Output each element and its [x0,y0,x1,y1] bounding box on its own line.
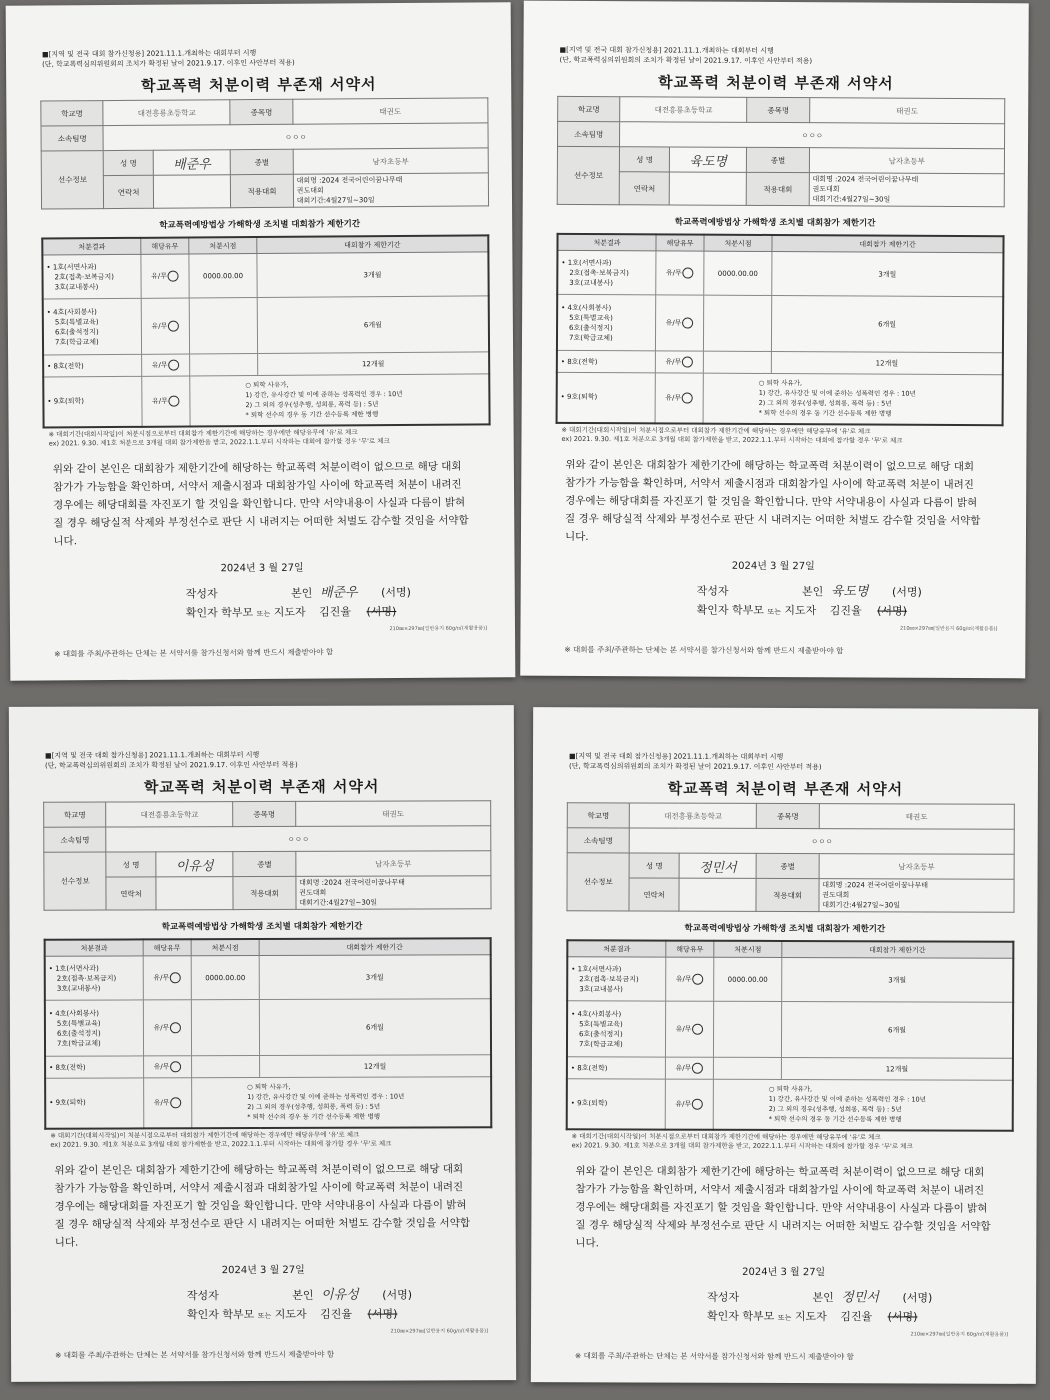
check-circle-icon [169,360,180,371]
form-footer: ※ 대회를 주최/주관하는 단체는 본 서약서를 참가신청서와 함께 반드시 제출받아야 함 [574,1350,854,1361]
limit-cell: 3개월 [257,252,489,298]
check-circle-icon [692,1063,703,1074]
coach-name: 김진율 [829,603,862,617]
event-name: 태권도 [295,801,490,827]
athlete-name-handwritten: 정민서 [698,860,737,876]
paper-spec: 210㎜×297㎜[일반용지 60g/㎡(재활용품)] [910,1330,1009,1338]
pledge-date: 2024년 3 월 27일 [742,1266,826,1278]
pledge-sheet [531,707,1038,1384]
team-name: ㅇㅇㅇ [106,826,491,852]
limit-cell: 3개월 [259,955,491,1000]
footnote: ※ 대회기간(대회시작일)이 처분시점으로부터 대회참가 제한기간에 해당하는 경우에만 해당유무에 '유'로 체크 ex) 2021. 9.30. 제1호 처분으로 3개월 대회 참가제한을 받고, 2022.1.1.부터 시작하는 대회에 참가할 경우 '무'로 체크 [48,427,390,447]
limit-cell: 12개월 [258,352,490,376]
athlete-name-handwritten: 육도명 [689,154,728,170]
yn-cell: 유/무 [144,1056,192,1078]
check-circle-icon [168,321,179,332]
yn-cell: 유/무 [141,254,189,298]
check-circle-icon [169,395,180,406]
contact-value [156,877,233,910]
yn-cell: 유/무 [666,957,714,1001]
form-title: 학교폭력 처분이력 부존재 서약서 [658,73,894,93]
check-circle-icon [692,1098,703,1109]
athlete-name [679,853,756,878]
form-title: 학교폭력 처분이력 부존재 서약서 [667,779,904,799]
table-title: 학교폭력예방법상 가해학생 조치별 대회참가 제한기간 [159,219,361,231]
date-cell [191,1000,259,1056]
penalty-cell: • 8호(전학) [45,1056,144,1078]
check-circle-icon [171,1097,182,1108]
self-signature: 정민서 [841,1289,879,1305]
date-cell [713,1001,781,1057]
pledge-text: 위와 같이 본인은 대회참가 제한기간에 해당하는 학교폭력 처분이력이 없으므로 해당 대회 참가가 가능함을 확인하며, 서약서 제출시점과 대회참가일 사이에 학교폭력 처분이 내려진 경우에는 해당대회를 자진포기 할 것임을 확인합니다. 만약 서약내용이 사실과 다름이 밝혀질 경우 해당실적 삭제와 부정선수로 판단 시 내려지는 어떠한 처벌도 감수할 것임을 서약합니다. [564,458,981,543]
coach-name: 김진율 [319,604,352,619]
limit-cell: 12개월 [260,1055,492,1078]
pledge-text: 위와 같이 본인은 대회참가 제한기간에 해당하는 학교폭력 처분이력이 없으므로 해당 대회 참가가 가능함을 확인하며, 서약서 제출시점과 대회참가일 사이에 학교폭력 처분이 내려진 경우에는 해당대회를 자진포기 할 것임을 확인합니다. 만약 서약내용이 사실과 다름이 밝혀질 경우 해당실적 삭제와 부정선수로 판단 시 내려지는 어떠한 처벌도 감수할 것임을 서약합니다. [52,460,469,547]
yn-cell: 유/무 [143,1000,191,1056]
yn-cell: 유/무 [656,251,704,295]
competition-info: 대회명 :2024 전국어린이꿈나무태 권도대회 대회기간:4월27일~30일 [819,879,1014,913]
athlete-name [156,852,233,877]
yn-cell: 유/무 [665,1079,713,1129]
yn-cell: 유/무 [142,354,190,376]
pledge-text: 위와 같이 본인은 대회참가 제한기간에 해당하는 학교폭력 처분이력이 없으므로 해당 대회 참가가 가능함을 확인하며, 서약서 제출시점과 대회참가일 사이에 학교폭력 처분이 내려진 경우에는 해당대회를 자진포기 할 것임을 확인합니다. 만약 서약내용이 사실과 다름이 밝혀질 경우 해당실적 삭제와 부정선수로 판단 시 내려지는 어떠한 처벌도 감수할 것임을 서약합니다. [575,1164,991,1249]
division-value: 남자초등부 [819,854,1014,880]
form-footer: ※ 대회를 주최/주관하는 단체는 본 서약서를 참가신청서와 함께 반드시 제출받아야 함 [564,644,844,655]
penalty-table: 처분결과 해당유무 처분시점 대회참가 제한기간 • 1호(서면사과) 2호(접촉·보복금지) 3호(교내봉사) 유/무 0000.00.00 3개월 • 4호(사회봉사) 5호(특별교육) 6호(출석정지) 7호(학급교체) 유/무 6개월 • 8호(전학) 유/무 12개월 • 9호(퇴학) 유/무 ○ 퇴학 사유가, 1) 강간, 유사강간 및 이에 준하는 성폭력인 경우 : 10년 2) 그 외의 경우(성추행, 성희롱, 폭력 등) : 5년 * 퇴학 선수의 경우 동 기간 선수등록 제한 병행 [556,233,1005,426]
self-signature: 육도명 [830,583,869,599]
date-cell: 0000.00.00 [191,956,259,1000]
self-signature: 이유성 [321,1287,359,1303]
contact-value [669,172,747,205]
footnote: ※ 대회기간(대회시작일)이 처분시점으로부터 대회참가 제한기간에 해당하는 경우에만 해당유무에 '유'로 체크 ex) 2021. 9.30. 제1호 처분으로 3개월 대회 참가제한을 받고, 2022.1.1.부터 시작하는 대회에 참가할 경우 '무'로 체크 [571,1131,913,1150]
limit-cell: 12개월 [781,1057,1013,1080]
coach-name: 김진율 [320,1307,353,1321]
table-title: 학교폭력예방법상 가해학생 조치별 대회참가 제한기간 [674,217,876,229]
yn-cell: 유/무 [655,373,703,423]
form-footer: ※ 대회를 주최/주관하는 단체는 본 서약서를 참가신청서와 함께 반드시 제출받아야 함 [55,1349,335,1360]
paper-spec: 210㎜×297㎜[일반용지 60g/㎡(재활용품)] [389,624,488,632]
pledge-date: 2024년 3 월 27일 [220,562,304,574]
limit-cell: 3개월 [782,957,1014,1002]
check-circle-icon [170,1022,181,1033]
check-circle-icon [692,1024,703,1035]
expel-note: ○ 퇴학 사유가, 1) 강간, 유사강간 및 이에 준하는 성폭력인 경우 : 10년 2) 그 외의 경우(성추행, 성희롱, 폭력 등) : 5년 * 퇴학 선수의 경우 동 기간 선수등록 제한 병행 [192,1077,492,1128]
limit-cell: 6개월 [781,1001,1013,1058]
check-circle-icon [168,271,179,282]
pledge-text: 위와 같이 본인은 대회참가 제한기간에 해당하는 학교폭력 처분이력이 없으므로 해당 대회 참가가 가능함을 확인하며, 서약서 제출시점과 대회참가일 사이에 학교폭력 처분이 내려진 경우에는 해당대회를 자진포기 할 것임을 확인합니다. 만약 서약내용이 사실과 다름이 밝혀질 경우 해당실적 삭제와 부정선수로 판단 시 내려지는 어떠한 처벌도 감수할 것임을 서약합니다. [54,1162,470,1249]
competition-info: 대회명 :2024 전국어린이꿈나무태 권도대회 대회기간:4월27일~30일 [293,173,489,207]
yn-cell: 유/무 [665,1001,713,1057]
school-name: 대전흥룡초등학교 [620,97,747,123]
athlete-name-handwritten: 이유성 [175,858,214,874]
confirmer-signature-line: 확인자 학부모 또는 지도자 김진율 (서명) [707,1309,918,1323]
limit-cell: 6개월 [259,999,491,1056]
penalty-cell: • 1호(서면사과) 2호(접촉·보복금지) 3호(교내봉사) [567,957,666,1001]
pledge-sheet [6,2,516,681]
team-name: ㅇㅇㅇ [103,123,488,151]
contact-value [679,878,756,911]
footnote: ※ 대회기간(대회시작일)이 처분시점으로부터 대회참가 제한기간에 해당하는 경우에만 해당유무에 '유'로 체크 ex) 2021. 9.30. 제1호 처분으로 3개월 대회 참가제한을 받고, 2022.1.1.부터 시작하는 대회에 참가할 경우 '무'로 체크 [50,1130,392,1149]
date-cell [703,295,771,351]
event-name: 태권도 [819,804,1014,830]
table-title: 학교폭력예방법상 가해학생 조치별 대회참가 제한기간 [161,921,363,933]
team-name: ㅇㅇㅇ [629,828,1014,854]
penalty-cell: • 4호(사회봉사) 5호(특별교육) 6호(출석정지) 7호(학급교체) [567,1001,666,1057]
competition-info: 대회명 :2024 전국어린이꿈나무태 권도대회 대회기간:4월27일~30일 [809,173,1004,207]
paper-spec: 210㎜×297㎜[일반용지 60g/㎡(재활용품)] [899,625,998,632]
athlete-name [669,147,746,172]
self-signature: 배준우 [319,584,358,601]
writer-signature-line: 작성자 본인 정민서 (서명) [707,1289,933,1305]
yn-cell: 유/무 [144,1078,192,1128]
limit-cell: 12개월 [771,351,1003,374]
penalty-cell: • 1호(서면사과) 2호(접촉·보복금지) 3호(교내봉사) [42,254,141,299]
limit-cell: 6개월 [771,295,1003,352]
date-cell [713,1057,781,1079]
table-title: 학교폭력예방법상 가해학생 조치별 대회참가 제한기간 [684,923,886,935]
penalty-cell: • 9호(퇴학) [43,376,142,427]
athlete-name [153,150,231,176]
check-circle-icon [682,318,693,329]
expel-note: ○ 퇴학 사유가, 1) 강간, 유사강간 및 이에 준하는 성폭력인 경우 : 10년 2) 그 외의 경우(성추행, 성희롱, 폭력 등) : 5년 * 퇴학 선수의 경우 동 기간 선수등록 제한 병행 [713,1079,1013,1130]
check-circle-icon [682,392,693,403]
penalty-cell: • 4호(사회봉사) 5호(특별교육) 6호(출석정지) 7호(학급교체) [45,1000,144,1056]
confirmer-signature-line: 확인자 학부모 또는 지도자 김진율 (서명) [696,603,908,618]
check-circle-icon [170,972,181,983]
limit-cell: 6개월 [257,296,489,354]
check-circle-icon [170,1061,181,1072]
yn-cell: 유/무 [142,376,190,426]
penalty-cell: • 1호(서면사과) 2호(접촉·보복금지) 3호(교내봉사) [557,250,656,295]
form-title: 학교폭력 처분이력 부존재 서약서 [143,777,380,797]
footnote: ※ 대회기간(대회시작일)이 처분시점으로부터 대회참가 제한기간에 해당하는 경우에만 해당유무에 '유'로 체크 ex) 2021. 9.30. 제1호 처분으로 3개월 대회 참가제한을 받고, 2022.1.1.부터 시작하는 대회에 참가할 경우 '무'로 체크 [561,425,903,445]
check-circle-icon [682,357,693,368]
athlete-info-table: 학교명 대전흥룡초등학교 종목명 태권도 소속팀명 ㅇㅇㅇ 선수정보 성 명 배준우 종별 남자초등부 연락처 적용대회 대회명 :2024 전국어린이꿈나무태 권도대회 대회기간:4월27일~30일 [40,97,489,209]
writer-signature-line: 작성자 본인 배준우 (서명) [185,584,411,601]
penalty-table: 처분결과 해당유무 처분시점 대회참가 제한기간 • 1호(서면사과) 2호(접촉·보복금지) 3호(교내봉사) 유/무 0000.00.00 3개월 • 4호(사회봉사) 5호(특별교육) 6호(출석정지) 7호(학급교체) 유/무 6개월 • 8호(전학) 유/무 12개월 • 9호(퇴학) 유/무 ○ 퇴학 사유가, 1) 강간, 유사강간 및 이에 준하는 성폭력인 경우 : 10년 2) 그 외의 경우(성추행, 성희롱, 폭력 등) : 5년 * 퇴학 선수의 경우 동 기간 선수등록 제한 병행 [566,939,1015,1131]
date-cell [192,1056,260,1078]
penalty-cell: • 8호(전학) [43,354,142,377]
expel-note: ○ 퇴학 사유가, 1) 강간, 유사강간 및 이에 준하는 성폭력인 경우 : 10년 2) 그 외의 경우(성추행, 성희롱, 폭력 등) : 5년 * 퇴학 선수의 경우 동 기간 선수등록 제한 병행 [190,374,490,426]
writer-signature-line: 작성자 본인 육도명 (서명) [696,583,922,599]
form-header: ■[지역 및 전국 대회 참가신청용] 2021.11.1.개최하는 대회부터 시행 (단, 학교폭력심의위원회의 조치가 확정된 날이 2021.9.17. 이후인 사안부터 적용) [559,45,813,66]
pledge-date: 2024년 3 월 27일 [731,560,815,572]
paper-spec: 210㎜×297㎜[일반용지 60g/㎡(재활용품)] [390,1327,489,1335]
pledge-sheet [9,705,516,1382]
penalty-cell: • 4호(사회봉사) 5호(특별교육) 6호(출석정지) 7호(학급교체) [557,294,656,351]
athlete-info-table: 학교명 대전흥룡초등학교 종목명 태권도 소속팀명 ㅇㅇㅇ 선수정보 성 명 육도명 종별 남자초등부 연락처 적용대회 대회명 :2024 전국어린이꿈나무태 권도대회 대회기간:4월27일~30일 [557,96,1006,207]
writer-signature-line: 작성자 본인 이유성 (서명) [186,1287,413,1303]
penalty-cell: • 9호(퇴학) [567,1079,666,1129]
competition-info: 대회명 :2024 전국어린이꿈나무태 권도대회 대회기간:4월27일~30일 [296,876,491,910]
form-title: 학교폭력 처분이력 부존재 서약서 [140,75,377,95]
athlete-info-table: 학교명 대전흥룡초등학교 종목명 태권도 소속팀명 ㅇㅇㅇ 선수정보 성 명 정민서 종별 남자초등부 연락처 적용대회 대회명 :2024 전국어린이꿈나무태 권도대회 대회기간:4월27일~30일 [566,802,1014,913]
event-name: 태권도 [809,98,1004,124]
expel-note: ○ 퇴학 사유가, 1) 강간, 유사강간 및 이에 준하는 성폭력인 경우 : 10년 2) 그 외의 경우(성추행, 성희롱, 폭력 등) : 5년 * 퇴학 선수의 경우 동 기간 선수등록 제한 병행 [703,373,1003,425]
coach-name: 김진율 [840,1309,873,1323]
athlete-name-handwritten: 배준우 [173,156,211,173]
penalty-cell: • 8호(전학) [557,350,656,373]
penalty-table: 처분결과 해당유무 처분시점 대회참가 제한기간 • 1호(서면사과) 2호(접촉·보복금지) 3호(교내봉사) 유/무 0000.00.00 3개월 • 4호(사회봉사) 5호(특별교육) 6호(출석정지) 7호(학급교체) 유/무 6개월 • 8호(전학) 유/무 12개월 • 9호(퇴학) 유/무 ○ 퇴학 사유가, 1) 강간, 유사강간 및 이에 준하는 성폭력인 경우 : 10년 2) 그 외의 경우(성추행, 성희롱, 폭력 등) : 5년 * 퇴학 선수의 경우 동 기간 선수등록 제한 병행 [44,937,493,1129]
check-circle-icon [693,974,704,985]
contact-value [153,175,231,209]
pledge-sheet [520,1,1029,679]
penalty-table: 처분결과 해당유무 처분시점 대회참가 제한기간 • 1호(서면사과) 2호(접촉·보복금지) 3호(교내봉사) 유/무 0000.00.00 3개월 • 4호(사회봉사) 5호(특별교육) 6호(출석정지) 7호(학급교체) 유/무 6개월 • 8호(전학) 유/무 12개월 • 9호(퇴학) 유/무 ○ 퇴학 사유가, 1) 강간, 유사강간 및 이에 준하는 성폭력인 경우 : 10년 2) 그 외의 경우(성추행, 성희롱, 폭력 등) : 5년 * 퇴학 선수의 경우 동 기간 선수등록 제한 병행 [41,234,490,428]
form-header: ■[지역 및 전국 대회 참가신청용] 2021.11.1.개최하는 대회부터 시행 (단, 학교폭력심의위원회의 조치가 확정된 날이 2021.9.17. 이후인 사안부터 적용) [568,752,822,772]
confirmer-signature-line: 확인자 학부모 또는 지도자 김진율 (서명) [186,1307,398,1321]
division-value: 남자초등부 [293,148,488,174]
yn-cell: 유/무 [665,1057,713,1079]
yn-cell: 유/무 [143,956,191,1000]
penalty-cell: • 9호(퇴학) [557,372,656,423]
school-name: 대전흥룡초등학교 [106,802,233,827]
date-cell: 0000.00.00 [704,251,772,295]
school-name: 대전흥룡초등학교 [103,100,230,126]
school-name: 대전흥룡초등학교 [630,803,757,828]
athlete-info-table: 학교명 대전흥룡초등학교 종목명 태권도 소속팀명 ㅇㅇㅇ 선수정보 성 명 이유성 종별 남자초등부 연락처 적용대회 대회명 :2024 전국어린이꿈나무태 권도대회 대회기간:4월27일~30일 [43,800,491,911]
pledge-date: 2024년 3 월 27일 [221,1264,305,1276]
date-cell [190,354,258,376]
date-cell [189,298,257,354]
yn-cell: 유/무 [141,298,189,354]
limit-cell: 3개월 [772,251,1004,296]
event-name: 태권도 [293,98,488,124]
penalty-cell: • 1호(서면사과) 2호(접촉·보복금지) 3호(교내봉사) [45,956,144,1000]
penalty-cell: • 8호(전학) [567,1057,666,1079]
check-circle-icon [683,268,694,279]
penalty-cell: • 9호(퇴학) [45,1078,144,1128]
division-value: 남자초등부 [809,148,1004,174]
date-cell: 0000.00.00 [714,957,782,1001]
yn-cell: 유/무 [655,295,703,351]
form-footer: ※ 대회를 주최/주관하는 단체는 본 서약서를 참가신청서와 함께 반드시 제출받아야 함 [54,647,334,658]
penalty-cell: • 4호(사회봉사) 5호(특별교육) 6호(출석정지) 7호(학급교체) [43,298,142,355]
confirmer-signature-line: 확인자 학부모 또는 지도자 김진율 (서명) [185,604,397,620]
date-cell [703,351,771,373]
date-cell: 0000.00.00 [189,254,257,298]
team-name: ㅇㅇㅇ [620,122,1005,149]
form-header: ■[지역 및 전국 대회 참가신청용] 2021.11.1.개최하는 대회부터 시행 (단, 학교폭력심의위원회의 조치가 확정된 날이 2021.9.17. 이후인 사안부터 적용) [41,49,295,69]
yn-cell: 유/무 [655,351,703,373]
division-value: 남자초등부 [296,851,491,877]
form-header: ■[지역 및 전국 대회 참가신청용] 2021.11.1.개최하는 대회부터 시행 (단, 학교폭력심의위원회의 조치가 확정된 날이 2021.9.17. 이후인 사안부터 적용) [44,751,298,770]
